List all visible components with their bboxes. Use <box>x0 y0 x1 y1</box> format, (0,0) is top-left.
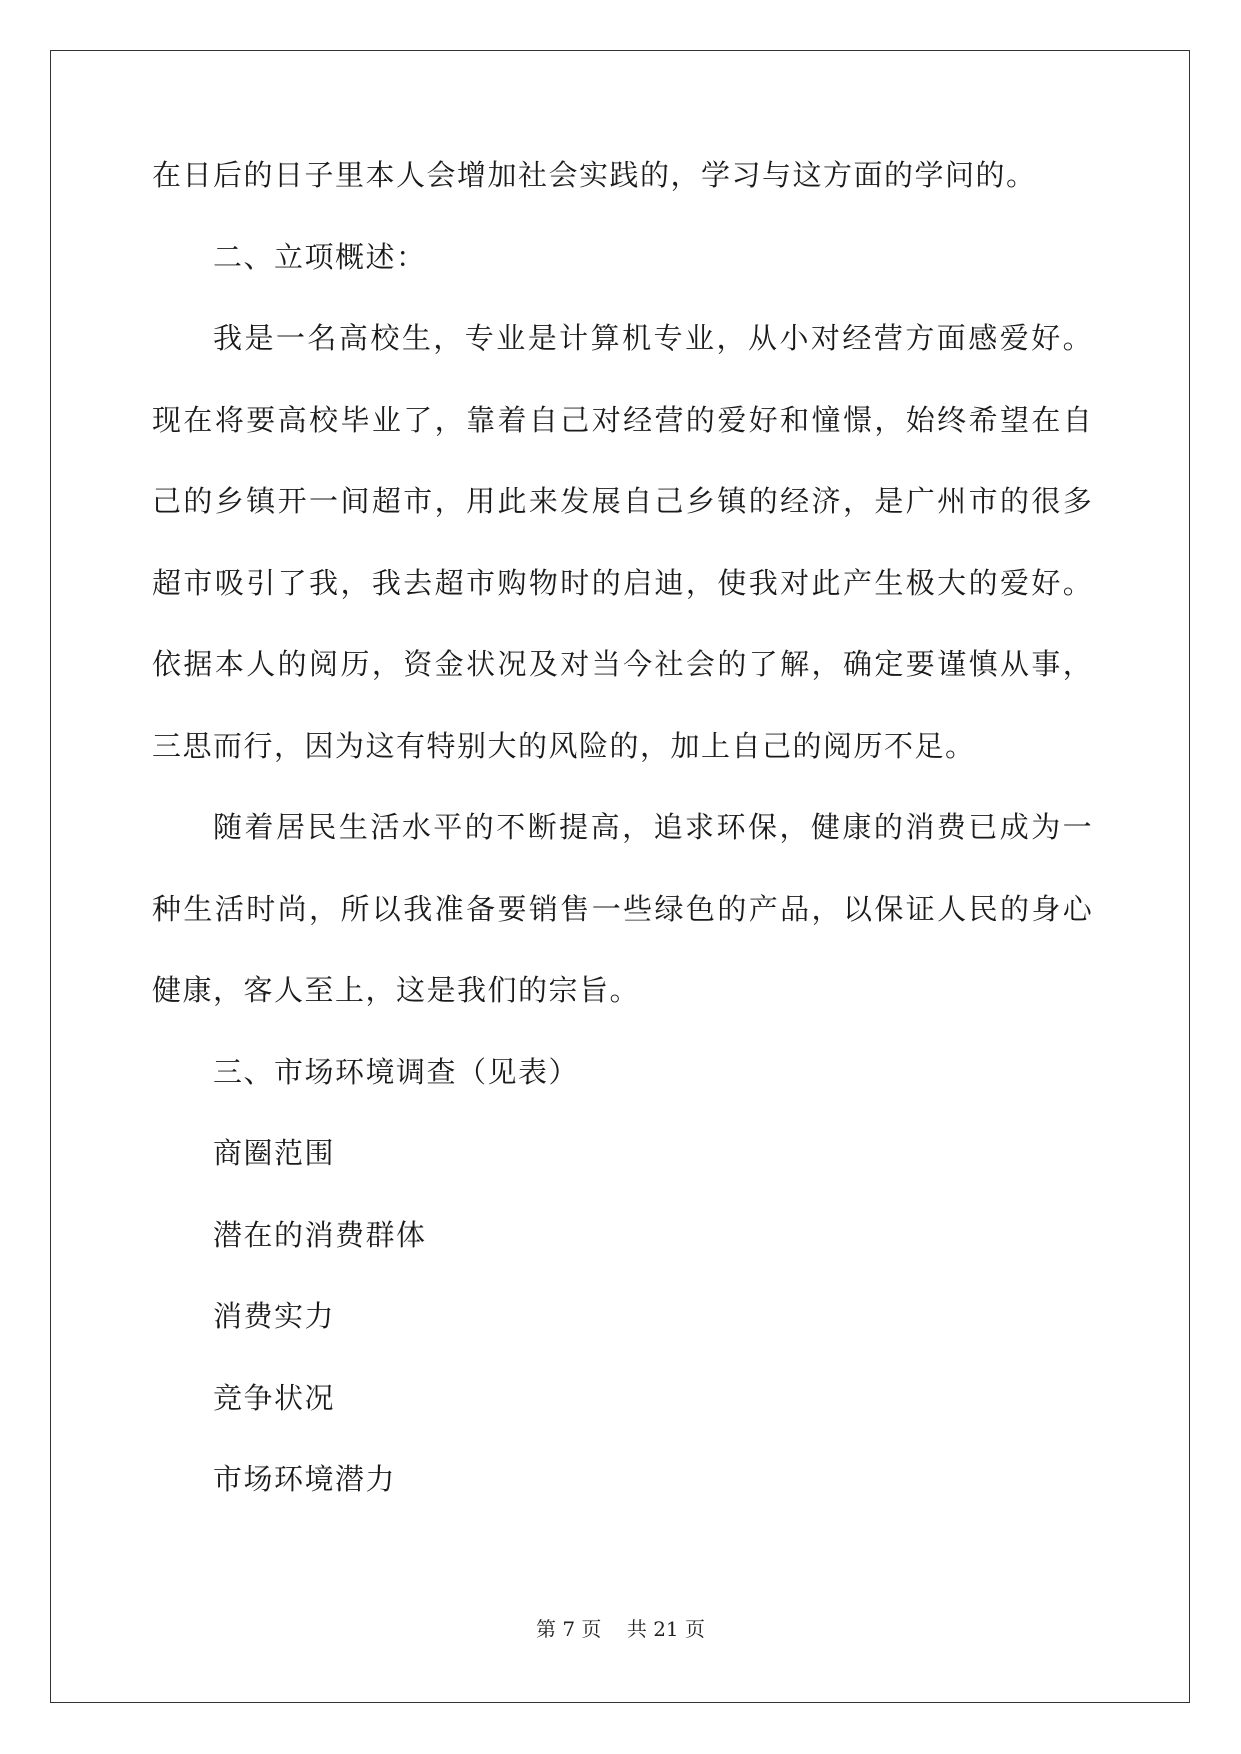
paragraph-line: 竞争状况 <box>213 1380 336 1415</box>
paragraph-line: 种 生 活 时 尚 ， 所 以 我 准 备 要 销 售 一 些 绿 色 的 产 品 ， 以 保 证 人 民 的 身 心 <box>152 891 1092 926</box>
paragraph-line: 消费实力 <box>213 1299 336 1333</box>
paragraph-line: 我 是 一 名 高 校 生 ， 专 业 是 计 算 机 专 业 ， 从 小 对 经 营 方 面 感 爱 好 。 <box>213 321 1092 355</box>
paragraph-line: 随 着 居 民 生 活 水 平 的 不 断 提 高 ， 追 求 环 保 ， 健 康 的 消 费 已 成 为 一 <box>213 810 1092 844</box>
document-body <box>152 160 1092 1546</box>
page-footer: 第 7 页 共 21 页 <box>535 1617 706 1641</box>
paragraph-line: 潜在的消费群体 <box>213 1217 427 1252</box>
paragraph-line: 在日后的日子里本人会增加社会实践的，学习与这方面的学问的。 <box>152 158 1037 192</box>
paragraph-line: 健康，客人至上，这是我们的宗旨。 <box>152 973 641 1007</box>
paragraph-line: 三思而行，因为这有特别大的风险的，加上自己的阅历不足。 <box>152 728 976 763</box>
paragraph-line: 超 市 吸 引 了 我 ， 我 去 超 市 购 物 时 的 启 迪 ， 使 我 对 此 产 生 极 大 的 爱 好 。 <box>152 565 1092 600</box>
paragraph-line: 商圈范围 <box>213 1136 336 1170</box>
paragraph-line: 依 据 本 人 的 阅 历 ， 资 金 状 况 及 对 当 今 社 会 的 了 解 ， 确 定 要 谨 慎 从 事 ， <box>152 647 1092 681</box>
paragraph-line: 己 的 乡 镇 开 一 间 超 市 ， 用 此 来 发 展 自 己 乡 镇 的 经 济 ， 是 广 州 市 的 很 多 <box>152 484 1092 518</box>
paragraph-line: 二、立项概述： <box>213 239 427 274</box>
paragraph-line: 三、市场环境调查（见表） <box>213 1054 580 1089</box>
paragraph-line: 现 在 将 要 高 校 毕 业 了 ， 靠 着 自 己 对 经 营 的 爱 好 和 憧 憬 ， 始 终 希 望 在 自 <box>152 402 1092 437</box>
paragraph-line: 市场环境潜力 <box>213 1462 397 1496</box>
